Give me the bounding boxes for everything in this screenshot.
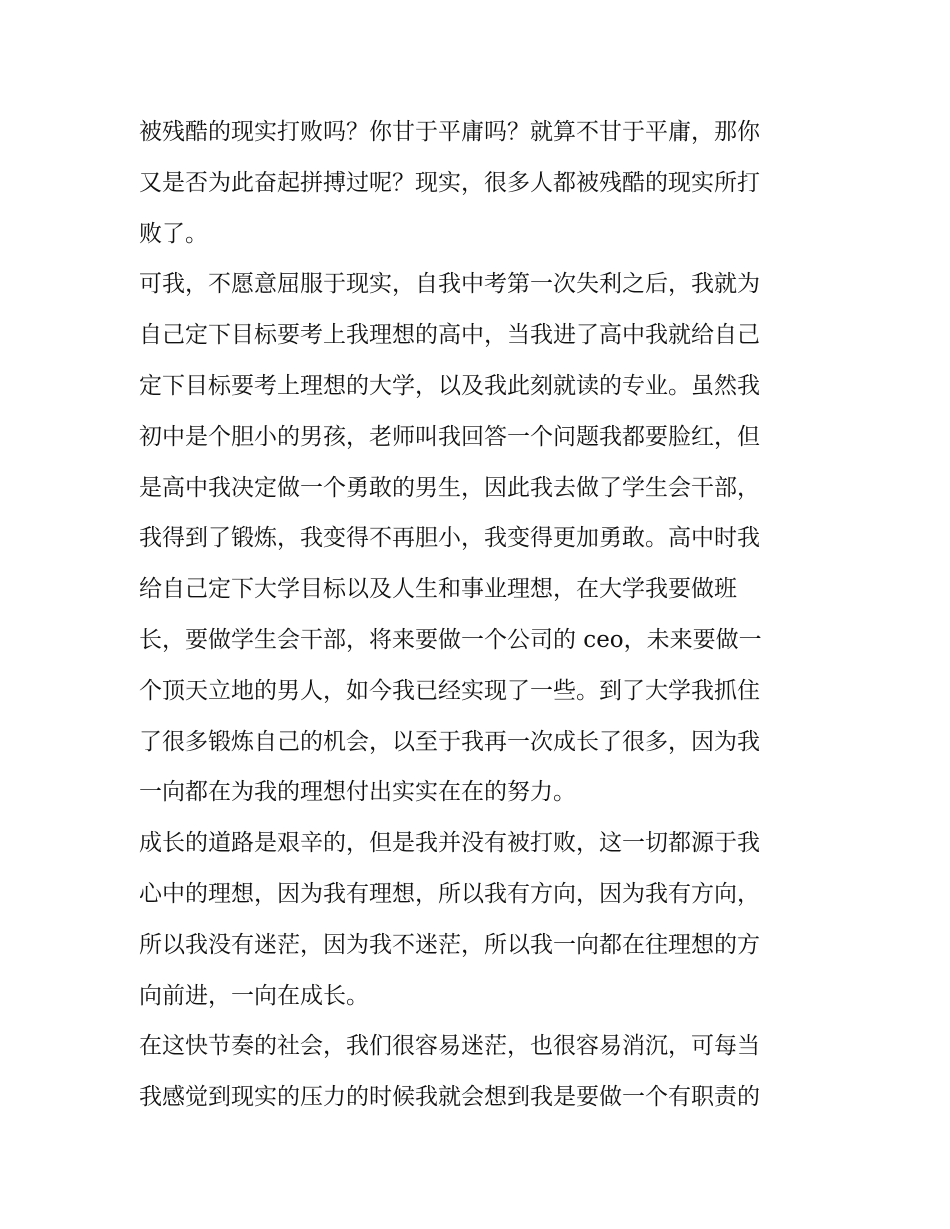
body-text <box>139 107 819 1123</box>
text-line: 向前进，一向在成长。 <box>139 982 369 1009</box>
text-line: 在这快节奏的社会，我们很容易迷茫，也很容易消沉，可每当 <box>139 1033 760 1060</box>
text-line: 给自己定下大学目标以及人生和事业理想，在大学我要做班 <box>139 576 737 603</box>
text-line: 可我，不愿意屈服于现实，自我中考第一次失利之后，我就为 <box>139 271 760 298</box>
text-line: 是高中我决定做一个勇敢的男生，因此我去做了学生会干部， <box>139 474 760 501</box>
text-line: 心中的理想，因为我有理想，所以我有方向，因为我有方向， <box>139 880 760 907</box>
text-line: 败了。 <box>139 220 208 247</box>
text-line: 长，要做学生会干部，将来要做一个公司的 ceo，未来要做一 <box>139 626 762 653</box>
text-line: 我感觉到现实的压力的时候我就会想到我是要做一个有职责的 <box>139 1084 760 1111</box>
text-line: 初中是个胆小的男孩，老师叫我回答一个问题我都要脸红，但 <box>139 423 760 450</box>
text-line: 一向都在为我的理想付出实实在在的努力。 <box>139 779 576 806</box>
text-line: 了很多锻炼自己的机会，以至于我再一次成长了很多，因为我 <box>139 728 760 755</box>
text-line: 所以我没有迷茫，因为我不迷茫，所以我一向都在往理想的方 <box>139 931 760 958</box>
text-line: 又是否为此奋起拼搏过呢？现实，很多人都被残酷的现实所打 <box>139 169 760 196</box>
text-line: 我得到了锻炼，我变得不再胆小，我变得更加勇敢。高中时我 <box>139 525 760 552</box>
text-line: 成长的道路是艰辛的，但是我并没有被打败，这一切都源于我 <box>139 830 760 857</box>
text-line: 定下目标要考上理想的大学，以及我此刻就读的专业。虽然我 <box>139 372 760 399</box>
text-line: 自己定下目标要考上我理想的高中，当我进了高中我就给自己 <box>139 322 760 349</box>
text-line: 个顶天立地的男人，如今我已经实现了一些。到了大学我抓住 <box>139 677 760 704</box>
text-line: 被残酷的现实打败吗？你甘于平庸吗？就算不甘于平庸，那你 <box>139 119 760 145</box>
